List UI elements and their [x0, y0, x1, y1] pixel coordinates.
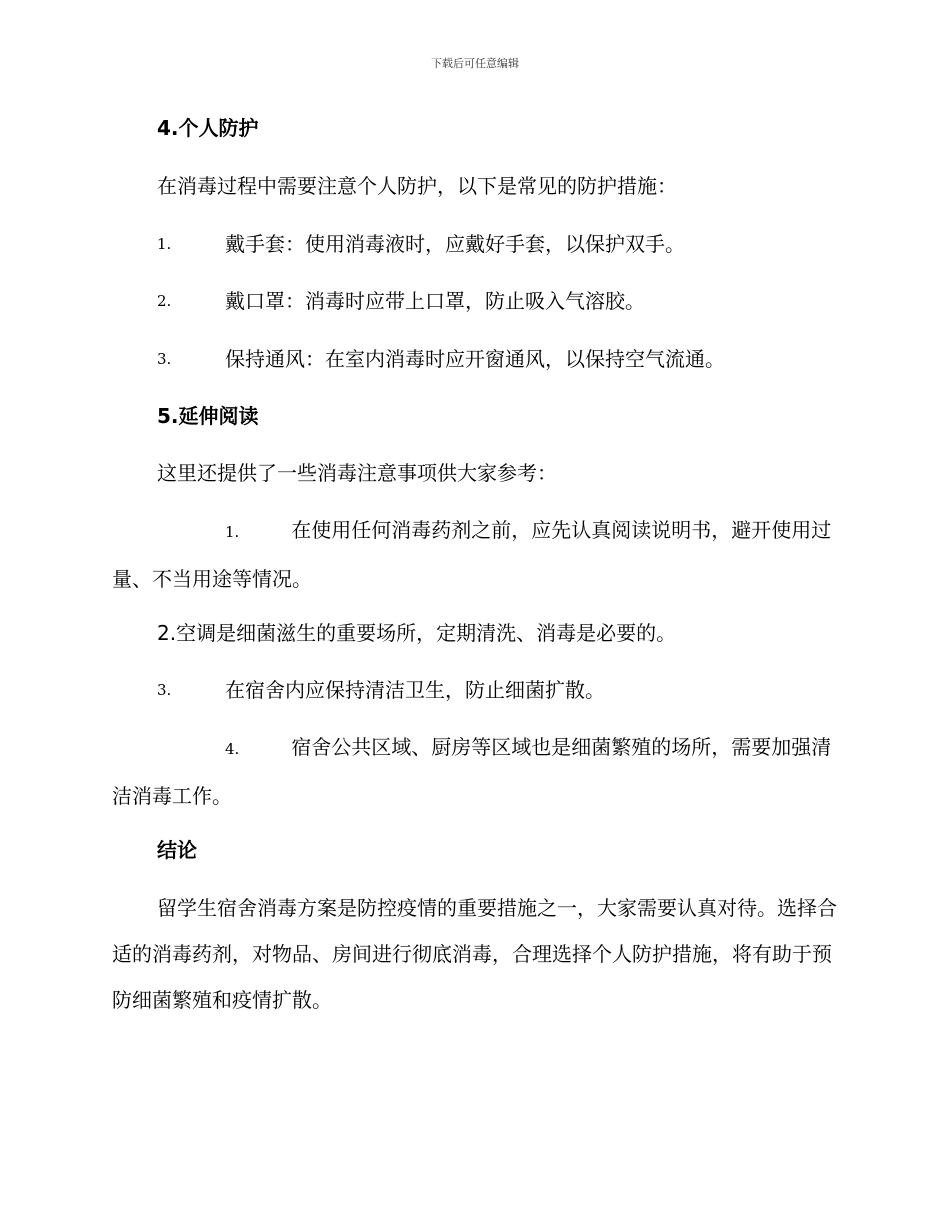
section4-intro: 在消毒过程中需要注意个人防护，以下是常见的防护措施：	[157, 174, 677, 198]
list-number: 3.	[157, 350, 172, 368]
list-item	[112, 507, 842, 603]
list-text: 宿舍公共区域、厨房等区域也是细菌繁殖的场所，需要加强清洁消毒工作。	[112, 735, 832, 808]
list-item-plain: 2.空调是细菌滋生的重要场所，定期清洗、消毒是必要的。	[157, 621, 677, 645]
list-number: 1.	[225, 523, 240, 541]
list-item	[112, 676, 842, 704]
section4-heading: 4.个人防护	[157, 116, 259, 140]
list-item	[112, 345, 842, 373]
list-text: 戴手套：使用消毒液时，应戴好手套，以保护双手。	[225, 232, 685, 256]
list-text: 戴口罩：消毒时应带上口罩，防止吸入气溶胶。	[225, 289, 645, 313]
section5-heading: 5.延伸阅读	[157, 404, 259, 428]
list-number: 1.	[157, 235, 172, 253]
list-text: 在使用任何消毒药剂之前，应先认真阅读说明书，避开使用过量、不当用途等情况。	[112, 518, 832, 591]
section5-intro: 这里还提供了一些消毒注意事项供大家参考：	[157, 461, 557, 485]
conclusion-text: 留学生宿舍消毒方案是防控疫情的重要措施之一，大家需要认真对待。选择合适的消毒药剂，对物品、房间进行彻底消毒，合理选择个人防护措施，将有助于预防细菌繁殖和疫情扩散。	[112, 896, 837, 1012]
list-number: 4.	[225, 740, 240, 758]
conclusion-heading: 结论	[157, 838, 197, 862]
list-item	[112, 230, 842, 258]
header-note: 下载后可任意编辑	[431, 57, 519, 70]
list-item	[112, 724, 842, 820]
list-text: 在宿舍内应保持清洁卫生，防止细菌扩散。	[225, 678, 605, 702]
list-number: 3.	[157, 681, 172, 699]
list-number: 2.	[157, 292, 172, 310]
list-text: 保持通风：在室内消毒时应开窗通风，以保持空气流通。	[225, 347, 725, 371]
list-item	[112, 287, 842, 315]
